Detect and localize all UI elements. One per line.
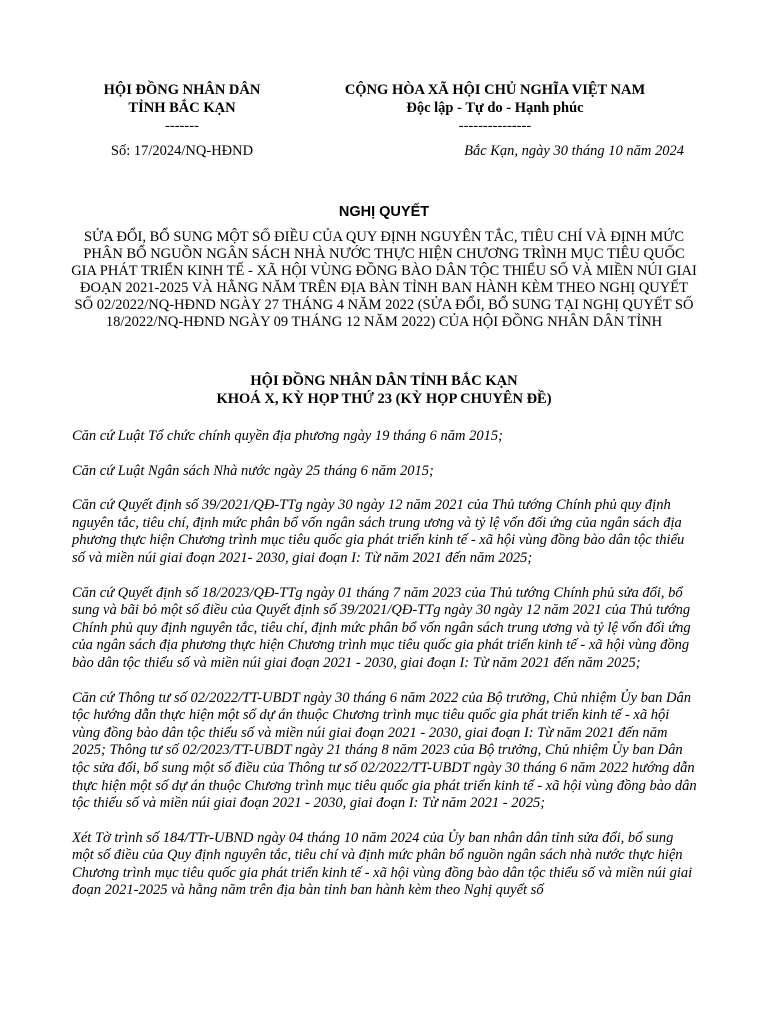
- legal-basis-paragraph: Căn cứ Thông tư số 02/2022/TT-UBDT ngày 30 tháng 6 năm 2022 của Bộ trưởng, Chủ nhiệm Ủy ban Dân tộc hướng dẫn thực hiện một số dự án thuộc Chương trình mục tiêu quốc gia phát triển kinh tế - xã hội vùng đồng bào dân tộc thiểu số và miền núi giai đoạn 2021 - 2030, giai đoạn I: Từ năm 2021 đến năm 2025; Thông tư số 02/2023/TT-UBDT ngày 21 tháng 8 năm 2023 của Bộ trưởng, Chủ nhiệm Ủy ban Dân tộc sửa đổi, bổ sung một số điều của Thông tư số 02/2022/TT-UBDT ngày 30 tháng 6 năm 2022 hướng dẫn thực hiện một số dự án thuộc Chương trình mục tiêu quốc gia phát triển kinh tế - xã hội vùng đồng bào dân tộc thiểu số và miền núi giai đoạn 2021 - 2030, giai đoạn I: Từ năm 2021 - 2025;: [72, 689, 697, 812]
- legal-basis-paragraph: Căn cứ Quyết định số 39/2021/QĐ-TTg ngày 30 ngày 12 năm 2021 của Thủ tướng Chính phủ quy định nguyên tắc, tiêu chí, định mức phân bổ vốn ngân sách trung ương và tỷ lệ vốn đối ứng của ngân sách địa phương thực hiện Chương trình mục tiêu quốc gia phát triển kinh tế - xã hội vùng đồng bào dân tộc thiểu số và miền núi giai đoạn 2021- 2030, giai đoạn I: Từ năm 2021 đến năm 2025;: [72, 497, 685, 566]
- country-name: CỘNG HÒA XÃ HỘI CHỦ NGHĨA VIỆT NAM: [344, 82, 646, 98]
- authority-line-2: TỈNH BẮC KẠN: [128, 100, 236, 116]
- legal-basis-paragraph: Căn cứ Luật Tổ chức chính quyền địa phương ngày 19 tháng 6 năm 2015;: [72, 428, 503, 444]
- legal-basis-paragraph: Căn cứ Luật Ngân sách Nhà nước ngày 25 tháng 6 năm 2015;: [72, 462, 434, 479]
- document-subject: SỬA ĐỔI, BỔ SUNG MỘT SỐ ĐIỀU CỦA QUY ĐỊNH NGUYÊN TẮC, TIÊU CHÍ VÀ ĐỊNH MỨC PHÂN BỔ NGUỒN NGÂN SÁCH NHÀ NƯỚC THỰC HIỆN CHƯƠNG TRÌNH MỤC TIÊU QUỐC GIA PHÁT TRIỂN KINH TẾ - XÃ HỘI VÙNG ĐỒNG BÀO DÂN TỘC THIỂU SỐ VÀ MIỀN NÚI GIAI ĐOẠN 2021-2025 VÀ HẰNG NĂM TRÊN ĐỊA BÀN TỈNH BAN HÀNH KÈM THEO NGHỊ QUYẾT SỐ 02/2022/NQ-HĐND NGÀY 27 THÁNG 4 NĂM 2022 (SỬA ĐỔI, BỔ SUNG TẠI NGHỊ QUYẾT SỐ 18/2022/NQ-HĐND NGÀY 09 THÁNG 12 NĂM 2022) CỦA HỘI ĐỒNG NHÂN DÂN TỈNH: [71, 229, 697, 330]
- place-and-date: Bắc Kạn, ngày 30 tháng 10 năm 2024: [464, 143, 684, 159]
- document-type: NGHỊ QUYẾT: [338, 204, 430, 220]
- legal-basis-paragraph: Xét Tờ trình số 184/TTr-UBND ngày 04 tháng 10 năm 2024 của Ủy ban nhân dân tỉnh sửa đổi, bổ sung một số điều của Quy định nguyên tắc, tiêu chí và định mức phân bổ nguồn ngân sách nhà nước thực hiện Chương trình mục tiêu quốc gia phát triển kinh tế - xã hội vùng đồng bào dân tộc thiểu số và miền núi giai đoạn 2021-2025 và hằng năm trên địa bàn tỉnh ban hành kèm theo Nghị quyết số: [72, 829, 693, 899]
- authority-line-1: HỘI ĐỒNG NHÂN DÂN: [103, 82, 261, 98]
- council-session: KHOÁ X, KỲ HỌP THỨ 23 (KỲ HỌP CHUYÊN ĐỀ): [216, 391, 552, 407]
- council-heading: [0, 372, 768, 408]
- legal-basis-paragraph: Căn cứ Quyết định số 18/2023/QĐ-TTg ngày 01 tháng 7 năm 2023 của Thủ tướng Chính phủ sửa đổi, bổ sung và bãi bỏ một số điều của Quyết định số 39/2021/QĐ-TTg ngày 30 ngày 12 năm 2021 của Thủ tướng Chính phủ quy định nguyên tắc, tiêu chí, định mức phân bổ vốn ngân sách trung ương và tỷ lệ vốn đối ứng của ngân sách địa phương thực hiện Chương trình mục tiêu quốc gia phát triển kinh tế - xã hội vùng đồng bào dân tộc thiểu số và miền núi giai đoạn 2021 - 2030, giai đoạn I: Từ năm 2021 đến năm 2025;: [72, 584, 691, 671]
- legal-bases: [72, 428, 698, 917]
- authority-separator: -------: [165, 118, 199, 134]
- issuing-authority: [60, 81, 304, 135]
- motto-separator: ---------------: [458, 118, 532, 134]
- council-name: HỘI ĐỒNG NHÂN DÂN TỈNH BẮC KẠN: [250, 373, 518, 389]
- document-number: Số: 17/2024/NQ-HĐND: [110, 143, 254, 159]
- national-motto: [318, 81, 672, 135]
- motto: Độc lập - Tự do - Hạnh phúc: [406, 100, 584, 116]
